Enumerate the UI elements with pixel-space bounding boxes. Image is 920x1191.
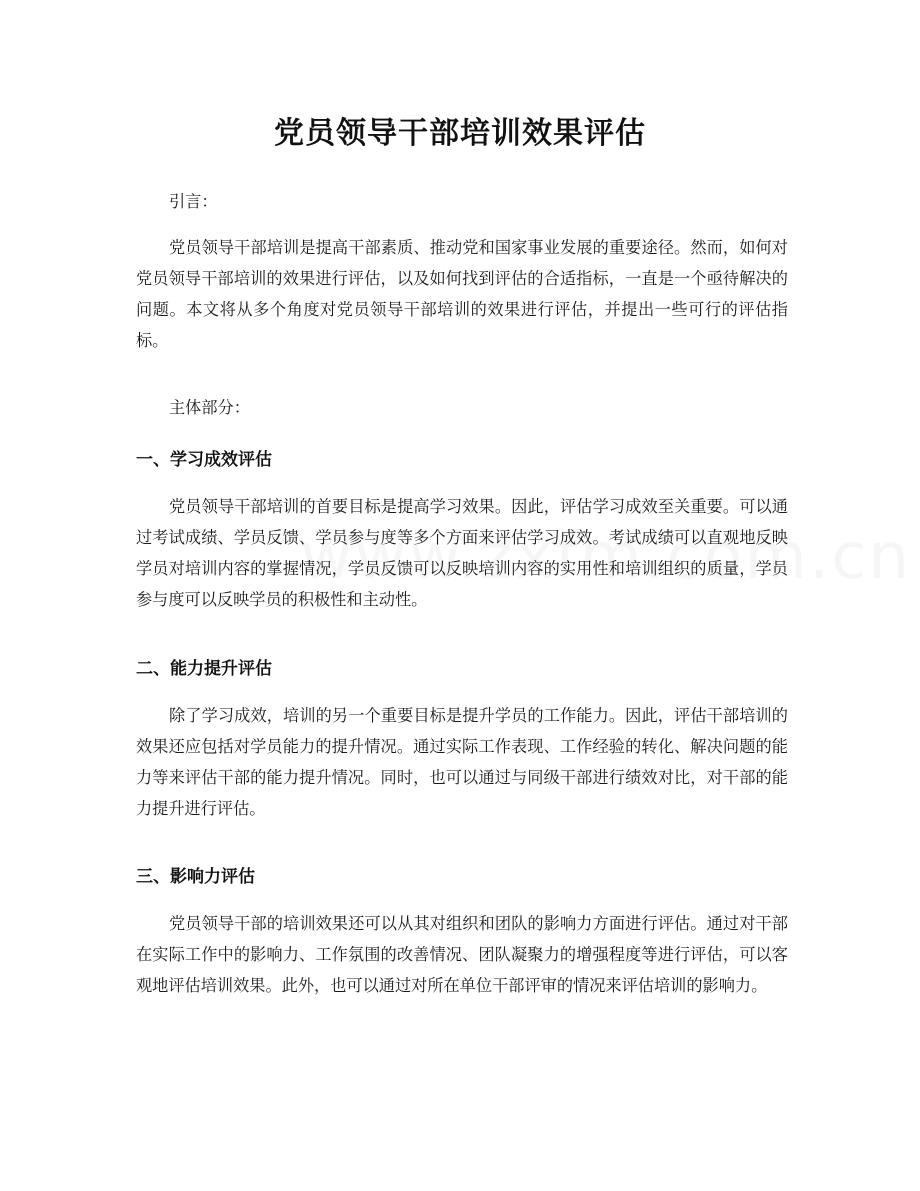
body-label: 主体部分： bbox=[169, 398, 250, 417]
section-heading-1: 一、学习成效评估 bbox=[136, 450, 272, 470]
section-heading-3: 三、影响力评估 bbox=[136, 867, 255, 887]
section-heading-2: 二、能力提升评估 bbox=[136, 659, 272, 679]
section-paragraph-1: 党员领导干部培训的首要目标是提高学习效果。因此，评估学习成效至关重要。可以通过考试成绩、学员反馈、学员参与度等多个方面来评估学习成效。考试成绩可以直观地反映学员对培训内容的掌握情况，学员反馈可以反映培训内容的实用性和培训组织的质量，学员参与度可以反映学员的积极性和主动性。 bbox=[136, 497, 788, 609]
section-paragraph-3: 党员领导干部的培训效果还可以从其对组织和团队的影响力方面进行评估。通过对干部在实际工作中的影响力、工作氛围的改善情况、团队凝聚力的增强程度等进行评估，可以客观地评估培训效果。此外，也可以通过对所在单位干部评审的情况来评估培训的影响力。 bbox=[136, 914, 788, 995]
section-paragraph-2: 除了学习成效，培训的另一个重要目标是提升学员的工作能力。因此，评估干部培训的效果还应包括对学员能力的提升情况。通过实际工作表现、工作经验的转化、解决问题的能力等来评估干部的能力提升情况。同时，也可以通过与同级干部进行绩效对比，对干部的能力提升进行评估。 bbox=[136, 706, 788, 818]
intro-paragraph: 党员领导干部培训是提高干部素质、推动党和国家事业发展的重要途径。然而，如何对党员领导干部培训的效果进行评估，以及如何找到评估的合适指标，一直是一个亟待解决的问题。本文将从多个角度对党员领导干部培训的效果进行评估，并提出一些可行的评估指标。 bbox=[136, 238, 788, 350]
intro-label: 引言： bbox=[169, 192, 218, 211]
document-title: 党员领导干部培训效果评估 bbox=[274, 116, 646, 151]
